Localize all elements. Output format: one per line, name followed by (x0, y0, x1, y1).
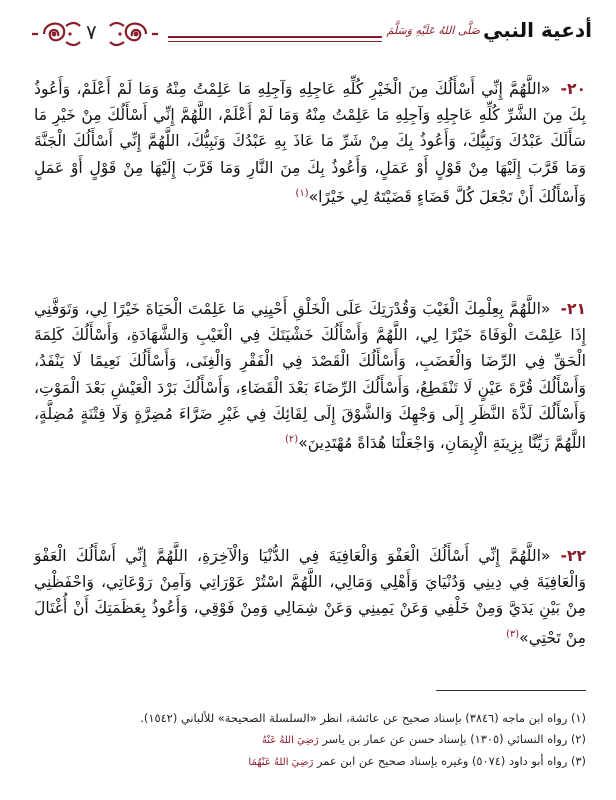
dua-paragraph-22 (34, 543, 586, 651)
dua-text: «اللَّهُمَّ إِنِّي أَسْأَلُكَ الْعَفْوَ وَالْعَافِيَةَ فِي الدُّنْيَا وَالْآخِرَةِ، اللَّهُمَّ إِنِّي أَسْأَلُكَ الْعَفْوَ وَالْعَافِيَةَ فِي دِينِي وَدُنْيَايَ وَأَهْلِي وَمَالِي، اللَّهُمَّ اسْتُرْ عَوْرَاتِي وَآمِنْ رَوْعَاتِي، وَاحْفَظْنِي مِنْ بَيْنِ يَدَيَّ وَمِنْ خَلْفِي وَعَنْ يَمِينِي وَعَنْ شِمَالِي وَمِنْ فَوْقِي، وَأَعُوذُ بِعَظَمَتِكَ أَنْ أُغْتَالَ مِنْ تَحْتِي» (34, 547, 586, 647)
page-number: ٧ (86, 20, 97, 44)
dua-number: ٢٠- (560, 80, 586, 98)
footnote-ref: (٣) (505, 628, 520, 640)
footnote-ref: (٢) (285, 434, 299, 446)
header-rule-thin (168, 41, 382, 42)
footnote-2 (30, 729, 586, 751)
footnote-text: (٣) رواه أبو داود (٥٠٧٤) وغيره بإسناد صحيح عن ابن عمر (316, 754, 586, 768)
dua-number: ٢٢- (560, 547, 586, 565)
footnote-divider (436, 690, 586, 691)
dua-number: ٢١- (560, 300, 586, 318)
dua-paragraph-20 (34, 76, 586, 210)
footnote-text: (١) رواه ابن ماجه (٣٨٤٦) بإسناد صحيح عن عائشة، انظر «السلسلة الصحيحة» للألباني (١٥٤٢). (140, 711, 586, 725)
dua-text: «اللَّهُمَّ إِنِّي أَسْأَلُكَ مِنَ الْخَيْرِ كُلِّهِ عَاجِلِهِ وَآجِلِهِ مَا عَلِمْتُ مِنْهُ وَمَا لَمْ أَعْلَمْ، وَأَعُوذُ بِكَ مِنَ الشَّرِّ كُلِّهِ عَاجِلِهِ وَآجِلِهِ مَا عَلِمْتُ مِنْهُ وَمَا لَمْ أَعْلَمْ، اللَّهُمَّ إِنِّي أَسْأَلُكَ مِنْ خَيْرِ مَا سَأَلَكَ عَبْدُكَ وَنَبِيُّكَ، وَأَعُوذُ بِكَ مِنْ شَرِّ مَا عَاذَ بِهِ عَبْدُكَ وَنَبِيُّكَ، اللَّهُمَّ إِنِّي أَسْأَلُكَ الْجَنَّةَ وَمَا قَرَّبَ إِلَيْهَا مِنْ قَوْلٍ أَوْ عَمَلٍ، وَأَعُوذُ بِكَ مِنَ النَّارِ وَمَا قَرَّبَ إِلَيْهَا مِنْ قَوْلٍ أَوْ عَمَلٍ وَأَسْأَلُكَ أَنْ تَجْعَلَ كُلَّ قَضَاءٍ قَضَيْتَهُ لِي خَيْرًا» (34, 80, 586, 206)
salawat-calligraphy: صَلَّى اللهُ عَلَيْهِ وَسَلَّمَ (386, 24, 480, 37)
footnote-honorific: رَضِيَ اللهُ عَنْهُمَا (248, 757, 314, 768)
page-title: أدعية النبي (483, 18, 592, 42)
footnotes (30, 708, 586, 773)
dua-paragraph-21 (34, 296, 586, 456)
footnote-3 (30, 751, 586, 773)
footnote-honorific: رَضِيَ اللهُ عَنْهُ (261, 735, 319, 746)
dua-text: «اللَّهُمَّ بِعِلْمِكَ الْغَيْبَ وَقُدْرَتِكَ عَلَى الْخَلْقِ أَحْيِنِي مَا عَلِمْتَ الْحَيَاةَ خَيْرًا لِي، وَتَوَفَّنِي إِذَا عَلِمْتَ الْوَفَاةَ خَيْرًا لِي، اللَّهُمَّ وَأَسْأَلُكَ خَشْيَتَكَ فِي الْغَيْبِ وَالشَّهَادَةِ، وَأَسْأَلُكَ كَلِمَةَ الْحَقِّ فِي الرِّضَا وَالْغَضَبِ، وَأَسْأَلُكَ الْقَصْدَ فِي الْفَقْرِ وَالْغِنَى، وَأَسْأَلُكَ نَعِيمًا لَا يَنْفَدُ، وَأَسْأَلُكَ قُرَّةَ عَيْنٍ لَا تَنْقَطِعُ، وَأَسْأَلُكَ الرِّضَاءَ بَعْدَ الْقَضَاءِ، وَأَسْأَلُكَ بَرْدَ الْعَيْشِ بَعْدَ الْمَوْتِ، وَأَسْأَلُكَ لَذَّةَ النَّظَرِ إِلَى وَجْهِكَ وَالشَّوْقَ إِلَى لِقَائِكَ فِي غَيْرِ ضَرَّاءَ مُضِرَّةٍ وَلَا فِتْنَةٍ مُضِلَّةٍ، اللَّهُمَّ زَيِّنَّا بِزِينَةِ الْإِيمَانِ، وَاجْعَلْنَا هُدَاةً مُهْتَدِينَ» (34, 300, 586, 453)
footnote-text: (٢) رواه النسائي (١٣٠٥) بإسناد حسن عن عمار بن ياسر (322, 732, 586, 746)
footnote-ref: (١) (295, 187, 309, 199)
page-header (30, 14, 592, 58)
header-rule (168, 36, 382, 38)
footnote-1 (30, 708, 586, 729)
